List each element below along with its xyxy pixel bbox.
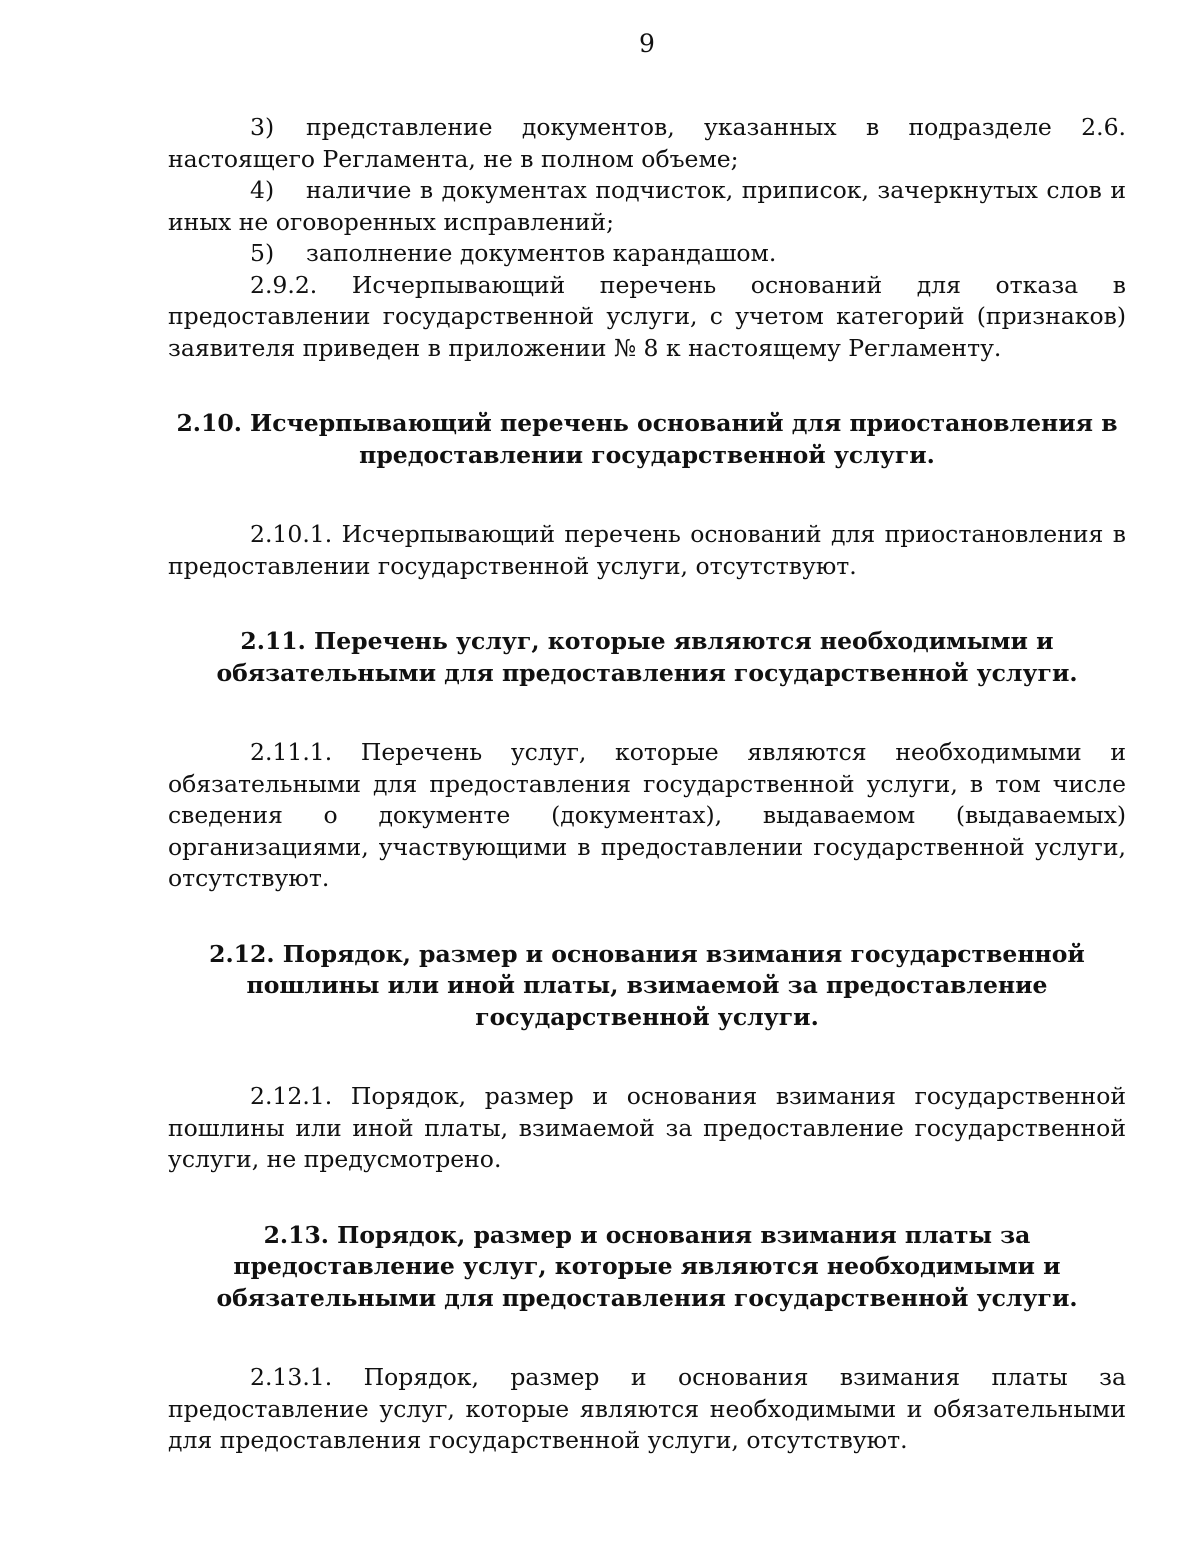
- list-item-number: 5): [250, 239, 275, 267]
- paragraph-2-11-1: 2.11.1. Перечень услуг, которые являются необходимыми и обязательными для предоставления государственной услуги, в том числе сведения о документе (документах), выдаваемом (выдаваемых) организациями, участвующими в предоставлении государственной услуги, отсутствуют.: [168, 738, 1126, 892]
- paragraph-2-12-1: 2.12.1. Порядок, размер и основания взимания государственной пошлины или иной платы, взимаемой за предоставление государственной услуги, не предусмотрено.: [168, 1082, 1126, 1173]
- page-number: 9: [639, 29, 655, 58]
- paragraph-2-13-1: 2.13.1. Порядок, размер и основания взимания платы за предоставление услуг, которые являются необходимыми и обязательными для предоставления государственной услуги, отсутствуют.: [168, 1363, 1126, 1454]
- list-item-number: 4): [250, 176, 275, 204]
- list-item-text: заполнение документов карандашом.: [306, 239, 777, 267]
- list-item-3: [168, 112, 1126, 175]
- section-heading-2-10: 2.10. Исчерпывающий перечень оснований для приостановления в предоставлении государственной услуги.: [176, 409, 1118, 469]
- section-heading-2-11: 2.11. Перечень услуг, которые являются необходимыми и обязательными для предоставления государственной услуги.: [216, 627, 1078, 687]
- list-item-4: [168, 175, 1126, 238]
- section-heading-2-13: 2.13. Порядок, размер и основания взимания платы за предоставление услуг, которые являются необходимыми и обязательными для предоставления государственной услуги.: [216, 1220, 1078, 1312]
- paragraph-2-10-1: 2.10.1. Исчерпывающий перечень оснований для приостановления в предоставлении государственной услуги, отсутствуют.: [168, 520, 1126, 580]
- paragraph-2-9-2: 2.9.2. Исчерпывающий перечень оснований для отказа в предоставлении государственной услуги, с учетом категорий (признаков) заявителя приведен в приложении № 8 к настоящему Регламенту.: [168, 270, 1126, 362]
- list-item-5: [168, 238, 1126, 270]
- list-item-text: представление документов, указанных в подразделе 2.6. настоящего Регламента, не в полном объеме;: [168, 113, 1126, 173]
- document-page: [168, 28, 1126, 1457]
- list-item-number: 3): [250, 113, 275, 141]
- section-heading-2-12: 2.12. Порядок, размер и основания взимания государственной пошлины или иной платы, взимаемой за предоставление государственной услуги.: [209, 939, 1085, 1031]
- list-item-text: наличие в документах подчисток, приписок, зачеркнутых слов и иных не оговоренных исправлений;: [168, 176, 1126, 236]
